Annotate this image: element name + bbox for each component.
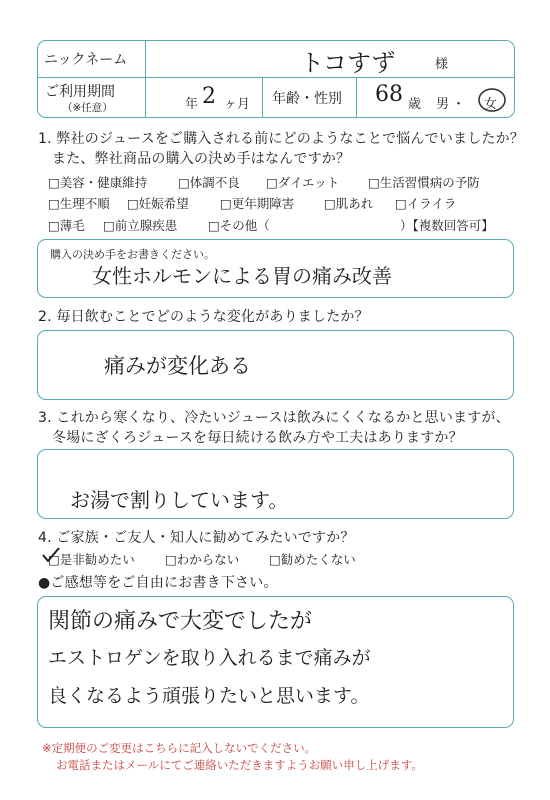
q1-option-menopause[interactable]: □更年期障害 xyxy=(220,196,295,211)
check-mark-icon xyxy=(40,545,62,565)
q3-answer-text: お湯で割りしています。 xyxy=(70,488,289,512)
header-row-divider xyxy=(37,77,515,78)
nickname-value[interactable]: トコすず xyxy=(300,49,396,77)
q1-option-other[interactable]: □その他（ xyxy=(208,218,270,233)
q3-line1: 3. これから寒くなり、冷たいジュースは飲みにくくなるかと思いますが、 xyxy=(38,410,510,426)
q1-answer-label: 購入の決め手をお書きください。 xyxy=(50,248,215,261)
q4-option-no[interactable]: □勧めたくない xyxy=(269,552,356,567)
q1-option-irritation[interactable]: □イライラ xyxy=(395,196,457,211)
period-unit: ヶ月 xyxy=(224,97,251,112)
comments-line-3: 良くなるよう頑張りたいと思います。 xyxy=(48,685,370,707)
q4-option-unsure[interactable]: □わからない xyxy=(165,552,240,567)
comments-line-2: エストロゲンを取り入れるまで痛みが xyxy=(48,647,371,669)
q2-answer-text: 痛みが変化ある xyxy=(104,354,251,378)
comments-label: ●ご感想等をご自由にお書き下さい。 xyxy=(38,575,278,591)
age-unit: 歳 xyxy=(408,97,422,112)
q4-option-yes[interactable]: □是非勧めたい xyxy=(48,552,135,567)
period-value[interactable]: 2 xyxy=(202,84,216,109)
header-col-divider xyxy=(145,40,146,118)
q3-line2: 冬場にざくろジュースを毎日続ける飲み方や工夫はありますか？ xyxy=(52,430,463,446)
q1-option-diet[interactable]: □ダイエット xyxy=(266,175,340,190)
footer-note-2: お電話またはメールにてご連絡いただきますようお願い申し上げます。 xyxy=(56,758,423,772)
header-col-divider-2 xyxy=(262,77,263,118)
period-note: （※任意） xyxy=(62,102,113,114)
gender-female[interactable]: 女 xyxy=(484,97,498,112)
q1-line1: 1. 弊社のジュースをご購入される前にどのようなことで悩んでいましたか？ xyxy=(38,131,525,147)
q1-option-skin[interactable]: □肌あれ xyxy=(324,196,374,211)
q1-option-hair[interactable]: □薄毛 xyxy=(48,218,85,233)
q4-line1: 4. ご家族・ご友人・知人に勧めてみたいですか？ xyxy=(38,530,355,546)
period-prefix: 年 xyxy=(185,97,199,112)
nickname-label: ニックネーム xyxy=(44,52,128,68)
age-value[interactable]: 68 xyxy=(375,82,403,107)
q1-option-condition[interactable]: □体調不良 xyxy=(178,175,240,190)
footer-note-1: ※定期便のご変更はこちらに記入しないでください。 xyxy=(42,741,317,755)
q1-line2: また、弊社商品の購入の決め手はなんですか？ xyxy=(52,151,351,167)
q1-option-prostate[interactable]: □前立腺疾患 xyxy=(103,218,178,233)
q1-answer-text: 女性ホルモンによる胃の痛み改善 xyxy=(92,264,392,288)
period-label: ご利用期間 xyxy=(45,84,115,100)
honorific: 様 xyxy=(435,57,449,72)
q1-option-lifestyle[interactable]: □生活習慣病の予防 xyxy=(368,175,480,190)
header-col-divider-3 xyxy=(356,77,357,118)
gender-circle-mark xyxy=(476,86,508,114)
q1-option-menstrual[interactable]: □生理不順 xyxy=(48,196,110,211)
gender-male[interactable]: 男 xyxy=(436,97,450,112)
q2-line1: 2. 毎日飲むことでどのような変化がありましたか？ xyxy=(38,309,369,325)
age-gender-label: 年齢・性別 xyxy=(272,91,342,107)
q1-multi-note: ）【複数回答可】 xyxy=(400,218,494,233)
q1-option-pregnancy[interactable]: □妊娠希望 xyxy=(127,196,189,211)
gender-separator: ・ xyxy=(452,97,466,112)
q1-option-beauty[interactable]: □美容・健康維持 xyxy=(48,175,148,190)
comments-line-1: 関節の痛みで大変でしたが xyxy=(48,609,313,634)
